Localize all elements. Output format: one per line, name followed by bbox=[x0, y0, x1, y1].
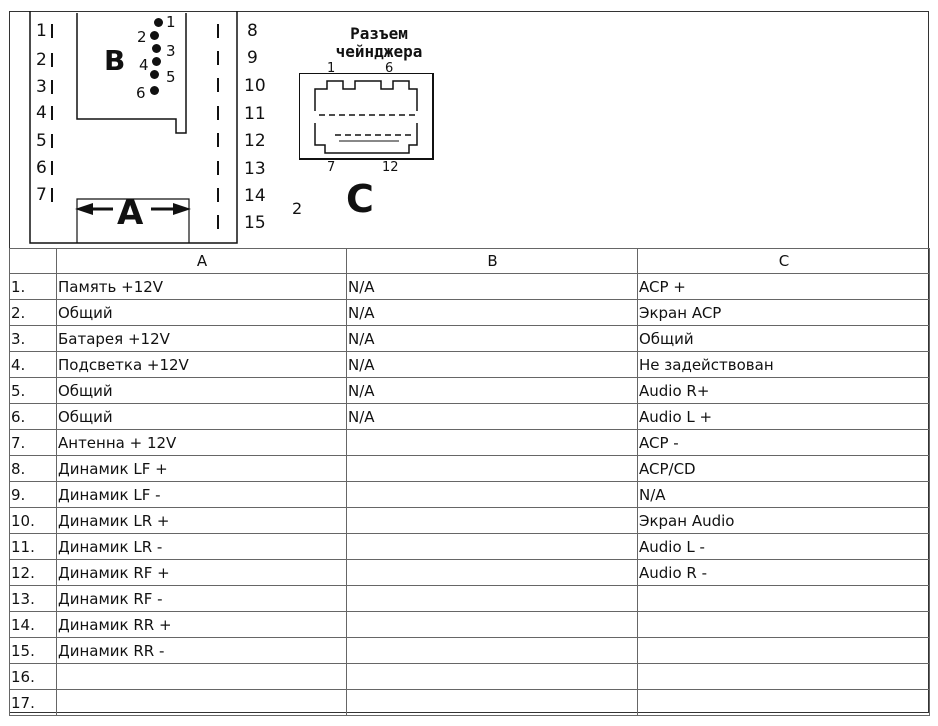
cell-c: Экран ACP bbox=[638, 300, 930, 326]
pin-tick bbox=[51, 80, 53, 94]
cell-a: Подсветка +12V bbox=[57, 352, 347, 378]
table-row bbox=[10, 274, 930, 300]
connector-c-title-line1: Разъем bbox=[350, 24, 408, 43]
pin-tick bbox=[217, 161, 219, 175]
pin-tick bbox=[51, 161, 53, 175]
cell-a: Динамик RF - bbox=[57, 586, 347, 612]
pinout-table bbox=[9, 248, 930, 716]
cell-c bbox=[638, 690, 930, 716]
table-row bbox=[10, 326, 930, 352]
cell-number: 12. bbox=[10, 560, 57, 586]
cell-c bbox=[638, 586, 930, 612]
cell-a: Динамик LR + bbox=[57, 508, 347, 534]
cell-b bbox=[347, 534, 638, 560]
cell-a: Динамик RF + bbox=[57, 560, 347, 586]
header-a: A bbox=[57, 249, 347, 274]
pin-label-1: 1 bbox=[36, 21, 47, 41]
pin-label-9: 9 bbox=[247, 48, 258, 68]
connector-c-title-line2: чейнджера bbox=[335, 42, 423, 61]
cell-a: Общий bbox=[57, 404, 347, 430]
c-pin-label-1: 1 bbox=[327, 61, 336, 76]
table-row bbox=[10, 482, 930, 508]
pin-label-8: 8 bbox=[247, 21, 258, 41]
cell-b bbox=[347, 508, 638, 534]
b-pin-label-4: 4 bbox=[139, 56, 149, 74]
pin-tick bbox=[217, 106, 219, 120]
b-pin-label-1: 1 bbox=[166, 13, 176, 31]
cell-c bbox=[638, 638, 930, 664]
table-header-row bbox=[10, 249, 930, 274]
cell-a: Общий bbox=[57, 300, 347, 326]
cell-b: N/A bbox=[347, 274, 638, 300]
pin-label-12: 12 bbox=[244, 131, 266, 151]
cell-number: 2. bbox=[10, 300, 57, 326]
table-row bbox=[10, 612, 930, 638]
table-row bbox=[10, 404, 930, 430]
pin-label-3: 3 bbox=[36, 77, 47, 97]
cell-number: 14. bbox=[10, 612, 57, 638]
pin-tick bbox=[217, 215, 219, 229]
pin-label-11: 11 bbox=[244, 104, 266, 124]
cell-number: 15. bbox=[10, 638, 57, 664]
cell-b bbox=[347, 612, 638, 638]
table-row bbox=[10, 352, 930, 378]
cell-c: Экран Audio bbox=[638, 508, 930, 534]
pin-tick bbox=[217, 24, 219, 38]
cell-c: Audio L + bbox=[638, 404, 930, 430]
table-row bbox=[10, 300, 930, 326]
pin-label-4: 4 bbox=[36, 103, 47, 123]
pin-label-6: 6 bbox=[36, 158, 47, 178]
b-pin-dot bbox=[152, 57, 161, 66]
cell-b: N/A bbox=[347, 352, 638, 378]
b-pin-dot bbox=[152, 44, 161, 53]
table-body bbox=[10, 274, 930, 716]
b-pin-dot bbox=[150, 31, 159, 40]
pin-tick bbox=[217, 188, 219, 202]
c-pin-label-12: 12 bbox=[382, 160, 399, 175]
cell-b bbox=[347, 690, 638, 716]
cell-a: Динамик RR - bbox=[57, 638, 347, 664]
cell-c: Не задействован bbox=[638, 352, 930, 378]
cell-c bbox=[638, 664, 930, 690]
cell-b: N/A bbox=[347, 300, 638, 326]
pin-tick bbox=[51, 134, 53, 148]
cell-a: Динамик RR + bbox=[57, 612, 347, 638]
table-row bbox=[10, 638, 930, 664]
cell-c bbox=[638, 612, 930, 638]
header-num bbox=[10, 249, 57, 274]
cell-b bbox=[347, 664, 638, 690]
cell-c: Audio L - bbox=[638, 534, 930, 560]
connector-b-label: B bbox=[104, 44, 126, 77]
connector-c-outline bbox=[299, 73, 439, 165]
cell-number: 8. bbox=[10, 456, 57, 482]
cell-a: Динамик LR - bbox=[57, 534, 347, 560]
connector-c-label: C bbox=[346, 177, 374, 221]
table-row bbox=[10, 560, 930, 586]
cell-b bbox=[347, 430, 638, 456]
cell-a: Антенна + 12V bbox=[57, 430, 347, 456]
table-row bbox=[10, 586, 930, 612]
cell-c: ACP + bbox=[638, 274, 930, 300]
table-row bbox=[10, 456, 930, 482]
b-pin-label-3: 3 bbox=[166, 42, 176, 60]
cell-b bbox=[347, 456, 638, 482]
cell-c: ACP - bbox=[638, 430, 930, 456]
cell-number: 4. bbox=[10, 352, 57, 378]
cell-number: 3. bbox=[10, 326, 57, 352]
table-row bbox=[10, 690, 930, 716]
table-row bbox=[10, 508, 930, 534]
cell-c: Audio R - bbox=[638, 560, 930, 586]
cell-a: Общий bbox=[57, 378, 347, 404]
pin-label-5: 5 bbox=[36, 131, 47, 151]
cell-b bbox=[347, 638, 638, 664]
cell-a bbox=[57, 664, 347, 690]
cell-b: N/A bbox=[347, 404, 638, 430]
cell-number: 7. bbox=[10, 430, 57, 456]
cell-c: Общий bbox=[638, 326, 930, 352]
pin-tick bbox=[51, 106, 53, 120]
pin-tick bbox=[217, 78, 219, 92]
pin-label-15: 15 bbox=[244, 213, 266, 233]
pin-label-7: 7 bbox=[36, 185, 47, 205]
b-pin-dot bbox=[154, 18, 163, 27]
pin-tick bbox=[51, 53, 53, 67]
c-pin-label-6: 6 bbox=[385, 61, 394, 76]
header-c: C bbox=[638, 249, 930, 274]
stray-number: 2 bbox=[292, 199, 303, 218]
cell-number: 17. bbox=[10, 690, 57, 716]
pin-label-2: 2 bbox=[36, 50, 47, 70]
cell-number: 13. bbox=[10, 586, 57, 612]
pin-tick bbox=[217, 51, 219, 65]
cell-number: 11. bbox=[10, 534, 57, 560]
pin-label-14: 14 bbox=[244, 186, 266, 206]
c-pin-label-7: 7 bbox=[327, 160, 336, 175]
cell-a bbox=[57, 690, 347, 716]
cell-b: N/A bbox=[347, 326, 638, 352]
table-row bbox=[10, 534, 930, 560]
cell-number: 1. bbox=[10, 274, 57, 300]
b-pin-label-6: 6 bbox=[136, 84, 146, 102]
cell-b bbox=[347, 586, 638, 612]
connector-c-title bbox=[309, 25, 449, 61]
cell-a: Батарея +12V bbox=[57, 326, 347, 352]
pin-label-10: 10 bbox=[244, 76, 266, 96]
cell-number: 16. bbox=[10, 664, 57, 690]
cell-number: 6. bbox=[10, 404, 57, 430]
cell-number: 10. bbox=[10, 508, 57, 534]
cell-b bbox=[347, 482, 638, 508]
cell-a: Динамик LF + bbox=[57, 456, 347, 482]
connector-a-label: A bbox=[117, 193, 144, 233]
pin-tick bbox=[51, 24, 53, 38]
cell-number: 5. bbox=[10, 378, 57, 404]
cell-b: N/A bbox=[347, 378, 638, 404]
cell-b bbox=[347, 560, 638, 586]
cell-number: 9. bbox=[10, 482, 57, 508]
diagram-area bbox=[9, 11, 929, 248]
table-row bbox=[10, 430, 930, 456]
cell-c: Audio R+ bbox=[638, 378, 930, 404]
table-row bbox=[10, 378, 930, 404]
cell-c: N/A bbox=[638, 482, 930, 508]
pin-label-13: 13 bbox=[244, 159, 266, 179]
header-b: B bbox=[347, 249, 638, 274]
pin-tick bbox=[217, 133, 219, 147]
b-pin-label-2: 2 bbox=[137, 28, 147, 46]
table-row bbox=[10, 664, 930, 690]
b-pin-label-5: 5 bbox=[166, 68, 176, 86]
cell-a: Память +12V bbox=[57, 274, 347, 300]
b-pin-dot bbox=[150, 70, 159, 79]
cell-a: Динамик LF - bbox=[57, 482, 347, 508]
pin-tick bbox=[51, 188, 53, 202]
b-pin-dot bbox=[150, 86, 159, 95]
cell-c: ACP/CD bbox=[638, 456, 930, 482]
